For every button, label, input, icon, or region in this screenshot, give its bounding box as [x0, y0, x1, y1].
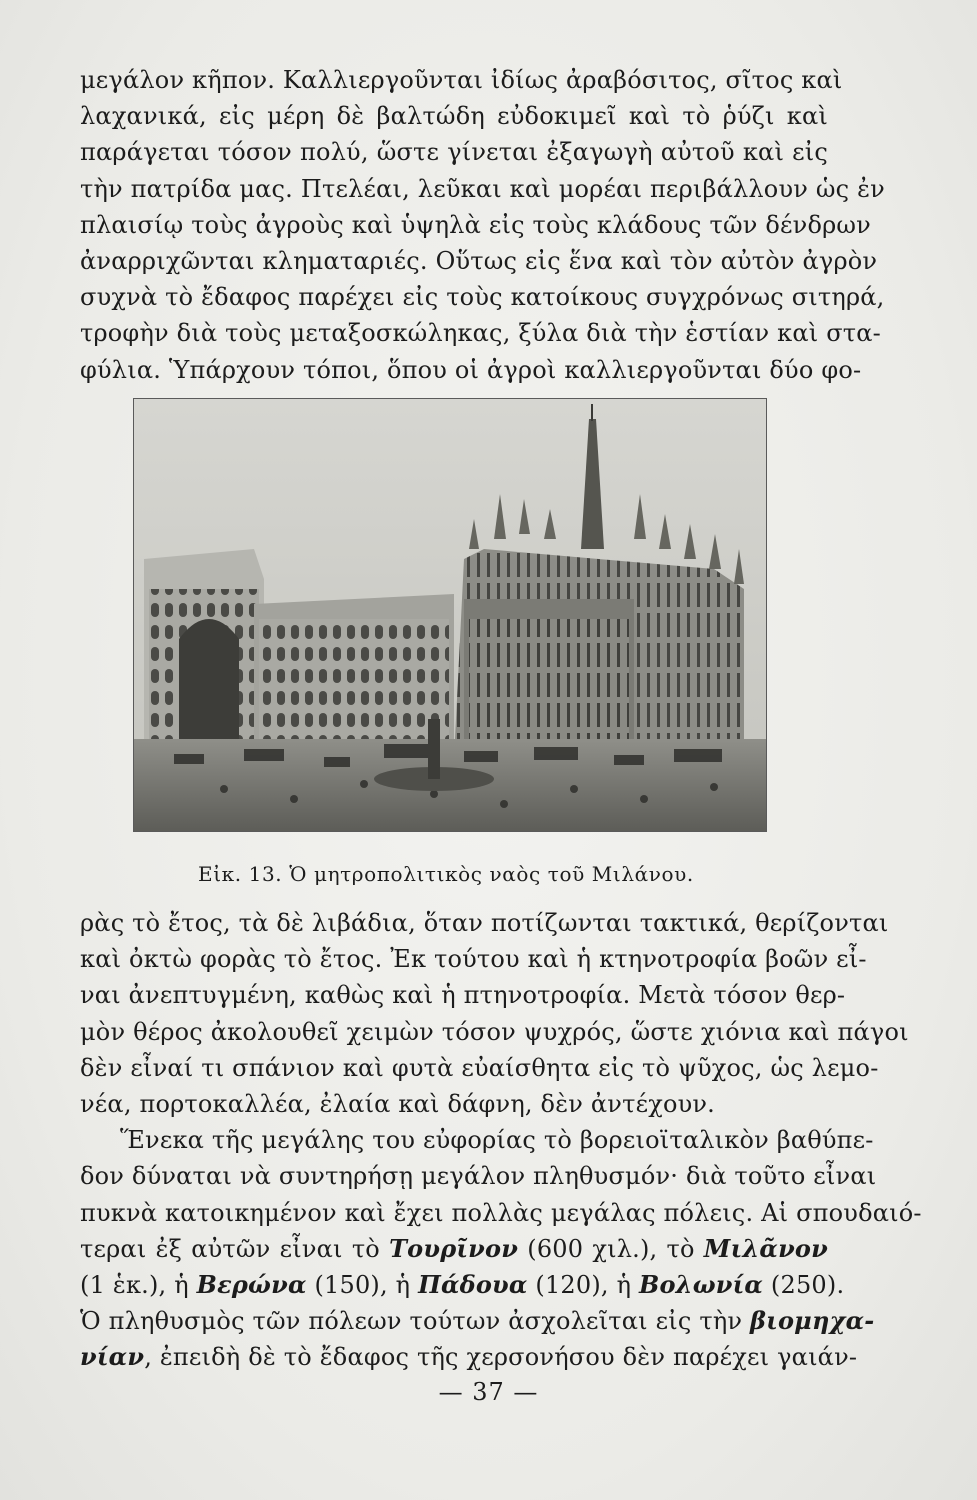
text-line: τὴν πατρίδα μας. Πτελέαι, λεῦκαι καὶ μορέαι περιβάλλουν ὡς ἐν — [80, 174, 885, 203]
text-fragment: (1 ἑκ.), ἡ — [80, 1271, 197, 1300]
city-turin: Τουρῖνον — [389, 1233, 519, 1263]
text-fragment: (600 χιλ.), τὸ — [518, 1234, 704, 1263]
text-line: συχνὰ τὸ ἔδαφος παρέχει εἰς τοὺς κατοίκους συγχρόνως σιτηρά, — [80, 283, 885, 312]
text-line: μεγάλον κῆπον. Καλλιεργοῦνται ἰδίως ἀραβόσιτος, σῖτος καὶ — [80, 66, 843, 94]
text-line: πλαισίῳ τοὺς ἀγροὺς καὶ ὑψηλὰ εἰς τοὺς κλάδους τῶν δένδρων — [80, 210, 871, 239]
bottom-text — [80, 905, 922, 1376]
city-bologna: Βολωνία — [638, 1270, 764, 1300]
text-line: δὲν εἶναί τι σπάνιον καὶ φυτὰ εὐαίσθητα εἰς τὸ ψῦχος, ὡς λεμο- — [80, 1053, 879, 1082]
text-line: καὶ ὀκτὼ φορὰς τὸ ἔτος. Ἐκ τούτου καὶ ἡ κτηνοτροφία βοῶν εἶ- — [80, 945, 867, 974]
text-line: Ἕνεκα τῆς μεγάλης του εὐφορίας τὸ βορειοϊταλικὸν βαθύπε- — [120, 1126, 874, 1155]
page-number: — 37 — — [438, 1378, 539, 1406]
text-line: πυκνὰ κατοικημένον καὶ ἔχει πολλὰς μεγάλας πόλεις. Αἱ σπουδαιό- — [80, 1198, 922, 1227]
text-fragment: (150), ἡ — [306, 1271, 419, 1300]
top-paragraph — [80, 62, 885, 388]
text-line-with-cities — [80, 1231, 828, 1267]
text-line: νέα, πορτοκαλλέα, ἐλαία καὶ δάφνη, δὲν ἀντέχουν. — [80, 1090, 716, 1119]
city-milan: Μιλᾶνον — [703, 1233, 828, 1263]
text-fragment: Ὁ πληθυσμὸς τῶν πόλεων τούτων ἀσχολεῖται εἰς τὴν — [80, 1307, 751, 1336]
text-line-with-emphasis — [80, 1339, 858, 1375]
city-padua: Πάδουα — [418, 1270, 528, 1300]
text-line: φύλια. Ὑπάρχουν τόποι, ὅπου οἱ ἀγροὶ καλλιεργοῦνται δύο φο- — [80, 355, 862, 384]
emphasis-industry: βιομηχα- — [750, 1306, 875, 1336]
text-fragment: , ἐπειδὴ δὲ τὸ ἔδαφος τῆς χερσονήσου δὲν παρέχει γαιάν- — [144, 1343, 858, 1372]
text-fragment: (250). — [763, 1271, 845, 1300]
city-verona: Βερώνα — [196, 1270, 307, 1300]
emphasis-industry-end: νίαν — [80, 1342, 145, 1372]
text-line: παράγεται τόσον πολύ, ὥστε γίνεται ἐξαγωγὴ αὐτοῦ καὶ εἰς — [80, 138, 828, 167]
text-line: λαχανικά, εἰς μέρη δὲ βαλτώδη εὐδοκιμεῖ καὶ τὸ ῥύζι καὶ — [80, 102, 828, 131]
text-line-with-emphasis — [80, 1303, 875, 1339]
milan-cathedral-photo — [133, 398, 767, 832]
text-line: τροφὴν διὰ τοὺς μεταξοσκώληκας, ξύλα διὰ τὴν ἑστίαν καὶ στα- — [80, 319, 881, 348]
text-fragment: (120), ἡ — [527, 1271, 639, 1300]
figure-caption: Εἰκ. 13. Ὁ μητροπολιτικὸς ναὸς τοῦ Μιλάνου. — [198, 862, 694, 886]
text-line: ἀναρριχῶνται κληματαριές. Οὕτως εἰς ἕνα καὶ τὸν αὐτὸν ἀγρὸν — [80, 247, 878, 276]
text-line: δον δύναται νὰ συντηρήσῃ μεγάλον πληθυσμόν· διὰ τοῦτο εἶναι — [80, 1162, 877, 1191]
text-line: ρὰς τὸ ἔτος, τὰ δὲ λιβάδια, ὅταν ποτίζωνται τακτικά, θερίζονται — [80, 909, 889, 937]
cathedral-illustration — [134, 399, 766, 831]
text-line-with-cities — [80, 1267, 845, 1303]
text-line: ναι ἀνεπτυγμένη, καθὼς καὶ ἡ πτηνοτροφία. Μετὰ τόσον θερ- — [80, 981, 846, 1010]
text-fragment: τεραι ἐξ αὐτῶν εἶναι τὸ — [80, 1234, 390, 1263]
text-line: μὸν θέρος ἀκολουθεῖ χειμὼν τόσον ψυχρός, ὥστε χιόνια καὶ πάγοι — [80, 1017, 909, 1046]
